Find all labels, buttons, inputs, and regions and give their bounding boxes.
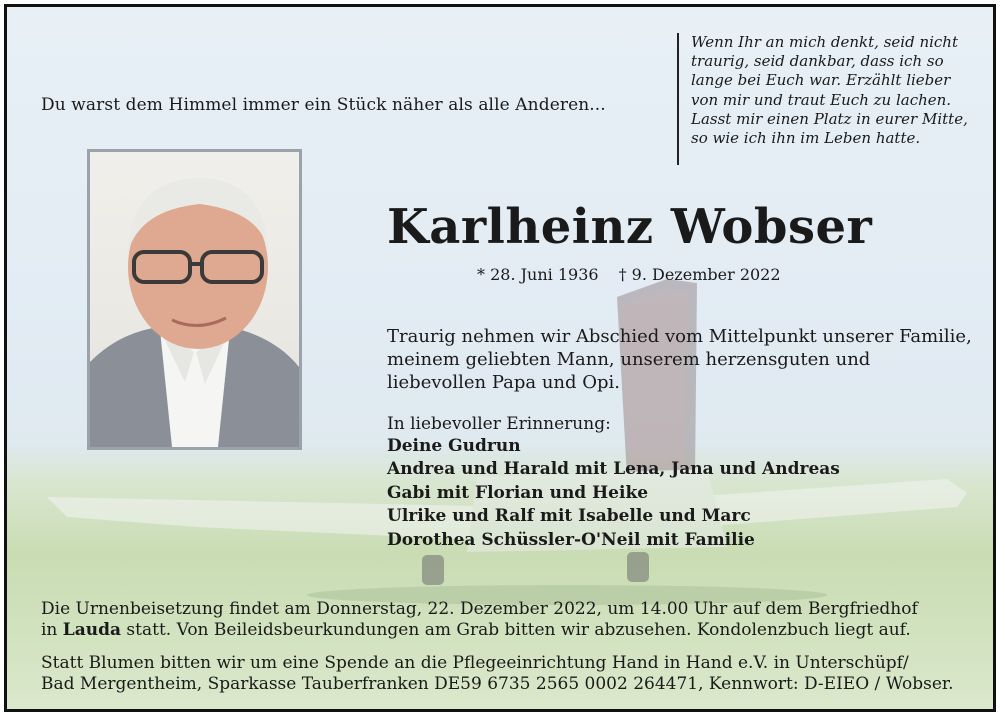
poem-line: Wenn Ihr an mich denkt, seid nicht — [691, 33, 958, 51]
burial-rest: statt. Von Beileidsbeurkundungen am Grab bitten wir abzusehen. Kondolenzbuch liegt auf. — [121, 620, 911, 640]
deceased-name: Karlheinz Wobser — [387, 199, 873, 255]
intro-line: meinem geliebten Mann, unserem herzensguten und — [387, 349, 871, 370]
poem-line: Lasst mir einen Platz in eurer Mitte, — [691, 109, 968, 128]
donation-line: Bad Mergentheim, Sparkasse Tauberfranken DE59 6735 2565 0002 264471, Kennwort: D-EIEO / Wobser. — [41, 674, 954, 694]
intro-text — [387, 325, 972, 394]
poem-line: traurig, seid dankbar, dass ich so — [691, 52, 944, 71]
poem-line: von mir und traut Euch zu lachen. — [691, 90, 952, 109]
poem-line: lange bei Euch war. Erzählt lieber — [691, 71, 951, 90]
burial-line — [41, 620, 918, 641]
memory-label: In liebevoller Erinnerung: — [387, 414, 611, 434]
poem-line: so wie ich ihn im Leben hatte. — [691, 129, 921, 148]
burial-place: Lauda — [62, 620, 122, 640]
portrait-illustration — [90, 152, 299, 447]
donation-line: Statt Blumen bitten wir um eine Spende an die Pflegeeinrichtung Hand in Hand e.V. in Unterschüpf/ — [41, 653, 909, 673]
family-member: Deine Gudrun — [387, 436, 521, 456]
motto-text: Du warst dem Himmel immer ein Stück näher als alle Anderen... — [41, 95, 606, 115]
family-member: Andrea und Harald mit Lena, Jana und Andreas — [387, 459, 840, 480]
donation-notice — [41, 653, 954, 695]
family-member: Dorothea Schüssler-O'Neil mit Familie — [387, 529, 755, 550]
family-member: Ulrike und Ralf mit Isabelle und Marc — [387, 506, 751, 527]
family-list — [387, 435, 840, 552]
burial-line: Die Urnenbeisetzung findet am Donnerstag, 22. Dezember 2022, um 14.00 Uhr auf dem Bergfriedhof — [41, 599, 918, 619]
family-member: Gabi mit Florian und Heike — [387, 482, 649, 503]
intro-line: liebevollen Papa und Opi. — [387, 372, 621, 393]
intro-line: Traurig nehmen wir Abschied vom Mittelpunkt unserer Familie, — [387, 326, 972, 347]
poem-block — [677, 33, 977, 165]
portrait-photo — [87, 149, 302, 450]
death-date: † 9. Dezember 2022 — [618, 265, 781, 284]
burial-prefix: in — [41, 620, 63, 640]
birth-date: * 28. Juni 1936 — [477, 265, 599, 284]
burial-notice — [41, 599, 918, 641]
obituary-card — [4, 4, 996, 712]
life-dates — [477, 265, 801, 284]
